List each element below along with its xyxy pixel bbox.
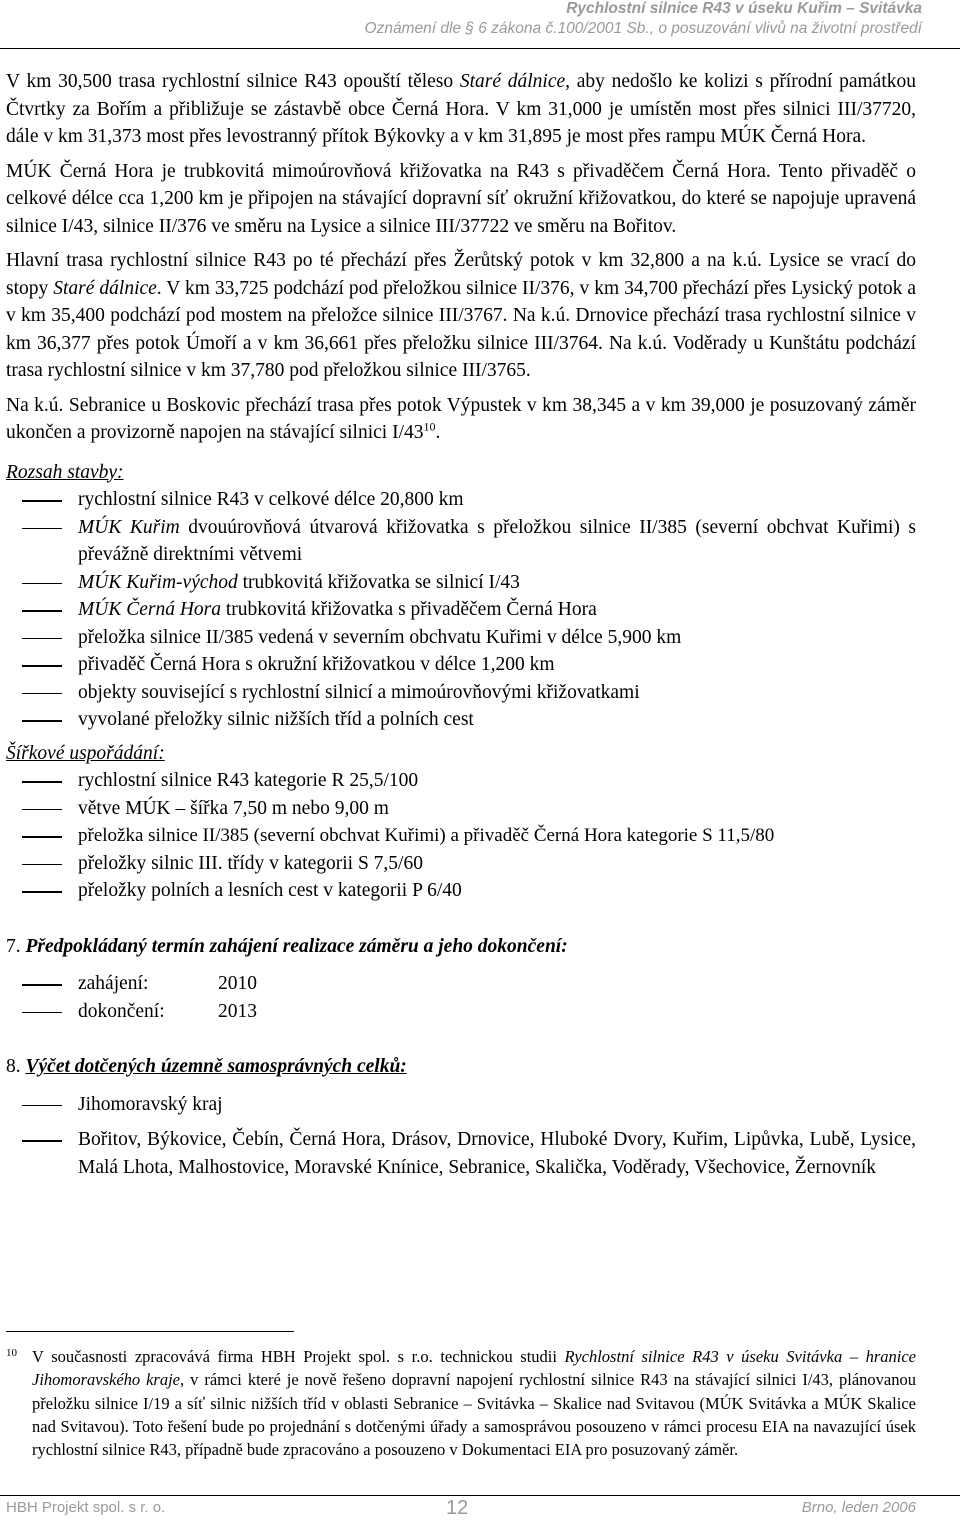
list-item: přeložka silnice II/385 vedená v severním obchvatu Kuřimi v délce 5,900 km bbox=[6, 624, 916, 652]
paragraph-2: MÚK Černá Hora je trubkovitá mimoúrovňová křižovatka na R43 s přivaděčem Černá Hora. Tento přivaděč o celkové délce cca 1,200 km je připojen na stávající dopravní síť okružní křižovatkou, do které se napojuje upravená silnice I/43, silnice II/376 ve směru na Lysice a silnice III/37722 ve směru na Bořitov. bbox=[6, 160, 916, 237]
sirkove-heading: Šířkové uspořádání: bbox=[6, 742, 165, 764]
list-item: dokončení: 2013 bbox=[6, 998, 916, 1026]
list-item: MÚK Kuřim dvouúrovňová útvarová křižovatka s přeložkou silnice II/385 (severní obchvat Kuřimi) s převážně direktními větvemi bbox=[6, 514, 916, 569]
document-body bbox=[6, 68, 916, 1181]
footnote-number: 10 bbox=[6, 1347, 17, 1359]
footnote-text: V současnosti zpracovává firma HBH Projekt spol. s r.o. technickou studii Rychlostní silnice R43 v úseku Svitávka – hranice Jihomoravského kraje, v rámci které je nově řešeno dopravní napojení rychlostní silnice R43 na stávající silnici I/43, plánovanou přeložku silnice I/19 a síť silnic nižších tříd v oblasti Sebranice – Svitávka – Skalice nad Svitavou (MÚK Svitávka a MÚK Skalice nad Svitavou). Toto řešení bude po projednání s dotčenými úřady a samosprávou posouzeno v rámci procesu EIA na navazující úsek rychlostní silnice R43, případně bude zpracováno a posouzeno v Dokumentaci EIA pro posuzovaný záměr. bbox=[32, 1347, 917, 1460]
section-7-list bbox=[6, 970, 916, 1025]
page-number: 12 bbox=[446, 1497, 469, 1519]
page-footer bbox=[0, 1497, 960, 1523]
list-item: MÚK Kuřim-východ trubkovitá křižovatka se silnicí I/43 bbox=[6, 569, 916, 597]
header-divider bbox=[0, 48, 960, 49]
list-item: přeložka silnice II/385 (severní obchvat Kuřimi) a přivaděč Černá Hora kategorie S 11,5/80 bbox=[6, 822, 916, 850]
list-item: rychlostní silnice R43 v celkové délce 20,800 km bbox=[6, 486, 916, 514]
paragraph-4: Na k.ú. Sebranice u Boskovic přechází trasa přes potok Výpustek v km 38,345 a v km 39,000 je posuzovaný záměr ukončen a provizorně napojen na stávající silnici $I/43^{10}$. bbox=[6, 394, 916, 443]
footer-company: HBH Projekt spol. s r. o. bbox=[6, 1499, 166, 1516]
list-item: přivaděč Černá Hora s okružní křižovatkou v délce 1,200 km bbox=[6, 651, 916, 679]
footer-date: Brno, leden 2006 bbox=[801, 1499, 916, 1516]
section-8-list bbox=[6, 1091, 916, 1182]
paragraph-1: V km 30,500 trasa rychlostní silnice R43 opouští těleso Staré dálnice, aby nedošlo ke kolizi s přírodní památkou Čtvrtky za Bořím a přibližuje se zástavbě obce Černá Hora. V km 31,000 je umístěn most přes silnici III/37720, dále v km 31,373 most přes levostranný přítok Býkovky a v km 31,895 je most přes rampu MÚK Černá Hora. bbox=[6, 71, 917, 147]
header-title: Rychlostní silnice R43 v úseku Kuřim – Svitávka bbox=[566, 0, 922, 17]
footnote-divider bbox=[6, 1331, 294, 1332]
list-item: přeložky silnic III. třídy v kategorii S 7,5/60 bbox=[6, 850, 916, 878]
list-item: objekty související s rychlostní silnicí a mimoúrovňovými křižovatkami bbox=[6, 679, 916, 707]
section-8-title: 8. Výčet dotčených územně samosprávných celků: bbox=[6, 1056, 407, 1077]
list-item: Jihomoravský kraj bbox=[6, 1091, 916, 1119]
footer-divider bbox=[0, 1495, 960, 1496]
rozsah-heading: Rozsah stavby: bbox=[6, 461, 124, 483]
list-item: zahájení: 2010 bbox=[6, 970, 916, 998]
footnote bbox=[6, 1345, 916, 1461]
header-subtitle: Oznámení dle § 6 zákona č.100/2001 Sb., o posuzování vlivů na životní prostředí bbox=[364, 20, 922, 37]
list-item: vyvolané přeložky silnic nižších tříd a polních cest bbox=[6, 706, 916, 734]
page-header bbox=[0, 0, 960, 44]
list-item: přeložky polních a lesních cest v kategorii P 6/40 bbox=[6, 877, 916, 905]
list-item: větve MÚK – šířka 7,50 m nebo 9,00 m bbox=[6, 795, 916, 823]
rozsah-list bbox=[6, 486, 916, 734]
section-7-title: 7. Předpokládaný termín zahájení realizace záměru a jeho dokončení: bbox=[6, 935, 568, 957]
paragraph-3: Hlavní trasa rychlostní silnice R43 po té přechází přes Žerůtský potok v km 32,800 a na k.ú. Lysice se vrací do stopy Staré dálnice. V km 33,725 podchází pod přeložkou silnice II/376, v km 34,700 přechází přes Lysický potok a v km 35,400 podchází pod mostem na přeložce silnice III/3767. Na k.ú. Drnovice přechází trasa rychlostní silnice v km 36,377 přes potok Úmoří a v km 36,661 přes přeložku silnice III/3764. Na k.ú. Voděrady u Kunštátu podchází trasa rychlostní silnice v km 37,780 pod přeložkou silnice III/3765. bbox=[6, 250, 916, 381]
sirkove-list bbox=[6, 767, 916, 905]
list-item: MÚK Černá Hora trubkovitá křižovatka s přivaděčem Černá Hora bbox=[6, 596, 916, 624]
list-item: rychlostní silnice R43 kategorie R 25,5/100 bbox=[6, 767, 916, 795]
list-item: Bořitov, Býkovice, Čebín, Černá Hora, Drásov, Drnovice, Hluboké Dvory, Kuřim, Lipůvka, Lubě, Lysice, Malá Lhota, Malhostovice, Moravské Knínice, Sebranice, Skalička, Voděrady, Všechovice, Žernovník bbox=[6, 1126, 916, 1181]
